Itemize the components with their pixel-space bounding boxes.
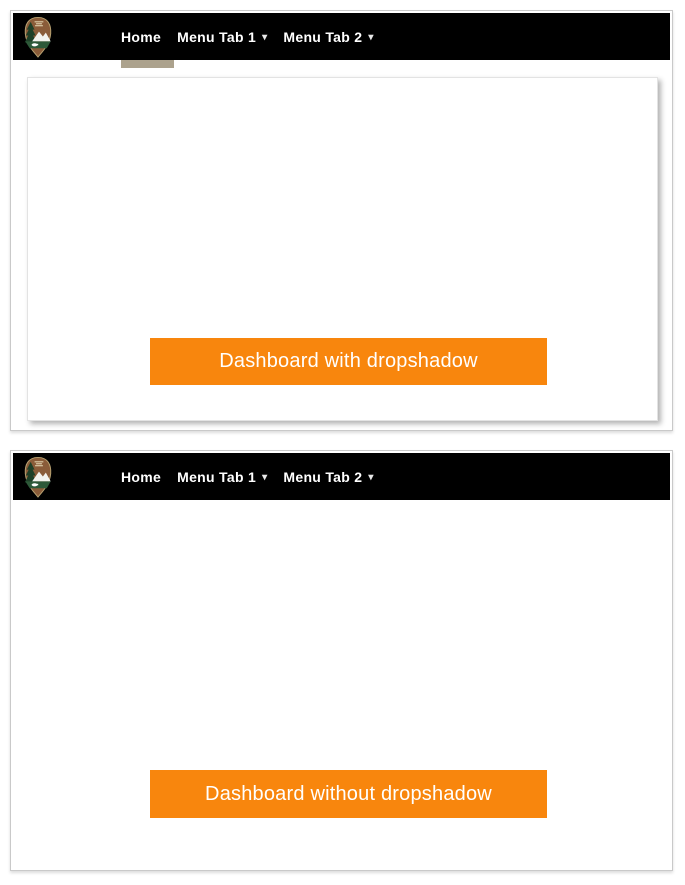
chevron-down-icon: ▾: [262, 472, 268, 483]
navbar: [13, 13, 670, 60]
nav-item-label: Home: [121, 28, 162, 45]
mockup-with-dropshadow: [10, 10, 673, 431]
nav-item-label: Menu Tab 2: [283, 468, 363, 485]
nav-item-home[interactable]: [113, 453, 169, 500]
nav-item-menu-tab-2[interactable]: [275, 453, 381, 500]
dashboard-banner: Dashboard with dropshadow: [150, 338, 547, 385]
content-panel-dropshadow: [27, 77, 658, 421]
nav-item-label: Menu Tab 1: [177, 468, 257, 485]
chevron-down-icon: ▾: [262, 32, 268, 43]
mockup-without-dropshadow: [10, 450, 673, 871]
chevron-down-icon: ▾: [368, 32, 374, 43]
nav-item-label: Home: [121, 468, 162, 485]
active-tab-underline: [121, 60, 174, 68]
dashboard-banner: Dashboard without dropshadow: [150, 770, 547, 818]
chevron-down-icon: ▾: [368, 472, 374, 483]
nps-arrowhead-logo: [22, 455, 54, 498]
nav-item-label: Menu Tab 1: [177, 28, 257, 45]
navbar: [13, 453, 670, 500]
nav-item-menu-tab-1[interactable]: [169, 453, 275, 500]
nav-menu: [113, 453, 382, 500]
nav-item-label: Menu Tab 2: [283, 28, 363, 45]
nps-arrowhead-logo: [22, 15, 54, 58]
nav-item-home[interactable]: [113, 13, 169, 60]
nav-menu: [113, 13, 382, 60]
content-panel-flat: [12, 500, 671, 869]
nav-item-menu-tab-2[interactable]: [275, 13, 381, 60]
nav-item-menu-tab-1[interactable]: [169, 13, 275, 60]
